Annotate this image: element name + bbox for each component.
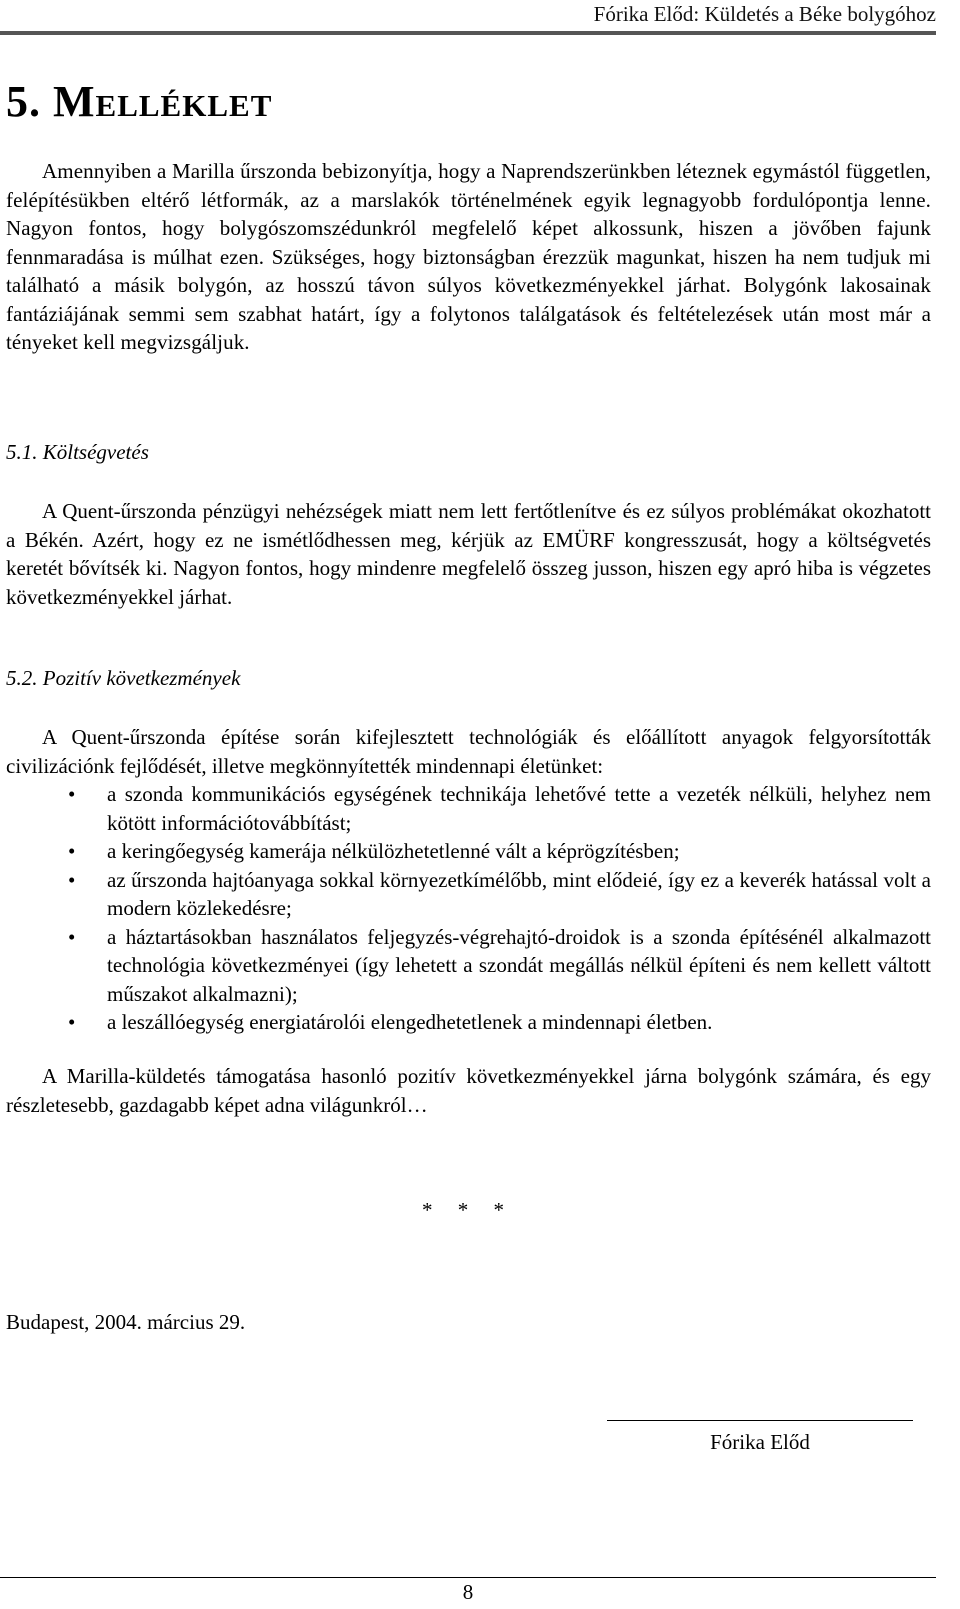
- section-heading-5-2: [6, 666, 240, 691]
- section-title: Költségvetés: [42, 440, 149, 464]
- section-2-paragraph: A Quent-űrszonda építése során kifejlesztett technológiák és előállított anyagok felgyorsították civilizációnk fejlődését, illetve megkönnyítették mindennapi életünket:: [6, 725, 931, 778]
- section-number: 5.1.: [6, 440, 38, 464]
- bullet-icon: •: [68, 839, 76, 863]
- list-item: • a szonda kommunikációs egységének technikája lehetővé tette a vezeték nélküli, helyhez nem kötött információtovábbítást;: [68, 782, 931, 835]
- signature-line: [607, 1420, 913, 1421]
- intro-paragraph: Amennyiben a Marilla űrszonda bebizonyítja, hogy a Naprendszerünkben léteznek egymástól független, felépítésükben eltérő létformák, az a marslakók történelmének egyik legnagyobb fordulópontja lenne. Nagyon fontos, hogy bolygószomszédunkról megfelelő képet alkossunk, hiszen a jövőben fajunk fennmaradása is múlhat ezen. Szükséges, hogy biztonságban érezzük magunkat, hiszen ha nem tudjuk mi található a másik bolygón, az hosszú távon súlyos következményekkel járhat. Bolygónk lakosainak fantáziájának semmi sem szabhat határt, így a folytonos találgatások és feltételezések után most már a tényeket kell megvizsgáljuk.: [6, 159, 931, 354]
- section-1-paragraph: A Quent-űrszonda pénzügyi nehézségek miatt nem lett fertőtlenítve és ez súlyos problémákat okozhatott a Békén. Azért, hogy ez ne ismétlődhessen meg, kérjük az EMÜRF kongresszusát, hogy a költségvetés keretét bővítsék ki. Nagyon fontos, hogy mindenre megfelelő összeg jusson, hiszen egy apró hiba is végzetes következményekkel járhat.: [6, 499, 931, 609]
- bullet-icon: •: [68, 924, 76, 949]
- chapter-title: [6, 76, 272, 127]
- closing-paragraph: A Marilla-küldetés támogatása hasonló pozitív következményekkel járna bolygónk számára, és egy részletesebb, gazdagabb képet adna világunkról…: [6, 1064, 931, 1117]
- list-item: • a háztartásokban használatos feljegyzés-végrehajtó-droidok is a szonda építésénél alkalmazott technológia következményei (így lehetett a szondát megállás nélkül építeni és nem kellett váltott műszakot alkalmazni);: [68, 924, 931, 1006]
- footer-rule: [0, 1577, 936, 1578]
- separator-stars: * * *: [422, 1198, 514, 1222]
- benefits-list: [6, 780, 931, 1037]
- list-item: • a keringőegység kamerája nélkülözhetetlenné vált a képrögzítésben;: [6, 837, 931, 866]
- bullet-icon: •: [68, 1010, 76, 1034]
- running-header-title: Fórika Előd: Küldetés a Béke bolygóhoz: [593, 2, 936, 26]
- chapter-title-text: Melléklet: [53, 77, 273, 126]
- bullet-icon: •: [68, 782, 76, 806]
- list-item: • a leszállóegység energiatárolói elengedhetetlenek a mindennapi életben.: [6, 1008, 931, 1037]
- list-item: • az űrszonda hajtóanyaga sokkal környezetkímélőbb, mint elődeié, így ez a keverék hatással volt a modern közlekedésre;: [68, 867, 931, 920]
- chapter-number: 5.: [6, 77, 41, 126]
- bullet-icon: •: [68, 867, 76, 892]
- page-number: 8: [462, 1580, 474, 1604]
- section-title: Pozitív következmények: [42, 666, 241, 690]
- signature-name: Fórika Előd: [710, 1430, 810, 1454]
- header-rule: [0, 31, 936, 35]
- section-number: 5.2.: [6, 666, 38, 690]
- date-line: Budapest, 2004. március 29.: [6, 1310, 246, 1334]
- section-heading-5-1: [6, 440, 149, 465]
- page-header: [0, 0, 936, 38]
